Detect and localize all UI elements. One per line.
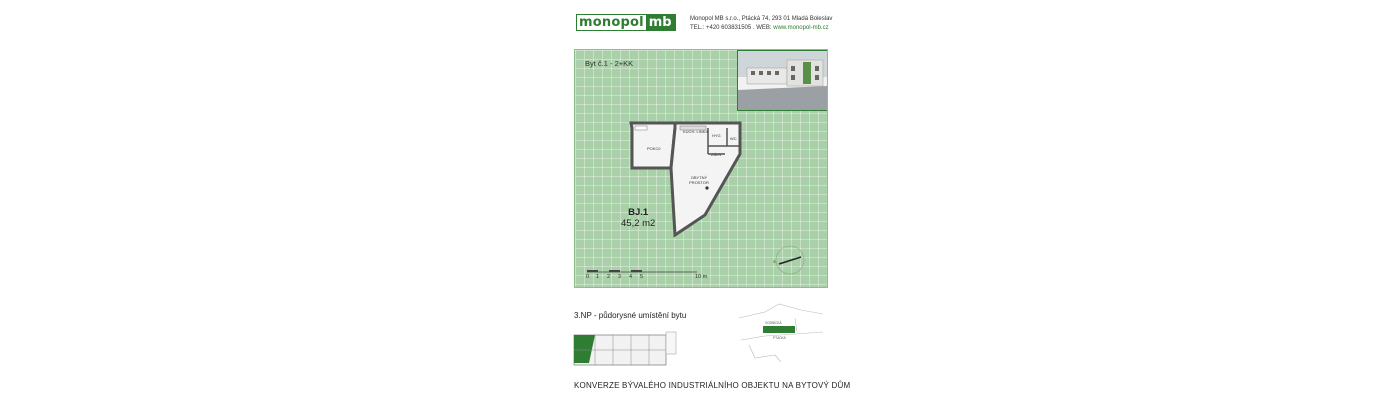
web-label: WEB: [756, 25, 772, 31]
unit-label [621, 207, 655, 229]
contact-info [690, 15, 832, 33]
scale-label-0: 0 [586, 274, 590, 280]
scale-label-1: 1 [596, 274, 600, 280]
website-link[interactable]: www.monopol-mb.cz [773, 25, 829, 31]
floor-location-plan [573, 330, 679, 366]
project-title: KONVERZE BÝVALÉHO INDUSTRIÁLNÍHO OBJEKTU NA BYTOVÝ DŮM [574, 381, 851, 390]
room-label-obyt: OBYTNÝ PROSTOR [689, 175, 709, 185]
room-label-kuch: KUCH. LINKA [683, 129, 709, 134]
room-label-wc: WC [730, 136, 737, 141]
contact-line [690, 24, 832, 33]
scale-label-5: 5 [640, 274, 644, 280]
scale-label-4: 4 [629, 274, 633, 280]
unit-code: BJ.1 [628, 207, 649, 218]
scale-label-3: 3 [618, 274, 622, 280]
room-label-zadv: ZÁDV [711, 152, 722, 157]
scale-label-2: 2 [607, 274, 611, 280]
scale-label-10m: 10 m [695, 274, 708, 280]
floor-plan-panel [574, 49, 828, 288]
north-arrow [776, 246, 804, 274]
street-bottom-label: PTÁCKÁ [773, 336, 786, 340]
scale-bar [587, 270, 697, 272]
site-location-map [735, 300, 825, 365]
phone-number: TEL.: +420 603831505 [690, 25, 752, 31]
unit-area: 45,2 m2 [621, 218, 656, 229]
north-label: S [773, 259, 776, 264]
apartment-title: Byt č.1 - 2+KK [585, 59, 634, 68]
floor-location-label: 3.NP - půdorysné umístění bytu [574, 311, 687, 320]
logo-text-primary: monopol [579, 15, 644, 30]
company-address: Monopol MB s.r.o., Ptácká 74, 293 01 Mladá Boleslav [690, 16, 833, 22]
contact-separator: . [752, 25, 755, 31]
room-label-pokoj: POKOJ [647, 146, 661, 151]
room-label-hyg: HYG [712, 133, 721, 138]
company-logo [576, 14, 676, 31]
street-top-label: VODNÍCKÁ [765, 321, 782, 325]
logo-text-accent: mb [646, 15, 675, 30]
building-photo-frame [737, 50, 828, 111]
